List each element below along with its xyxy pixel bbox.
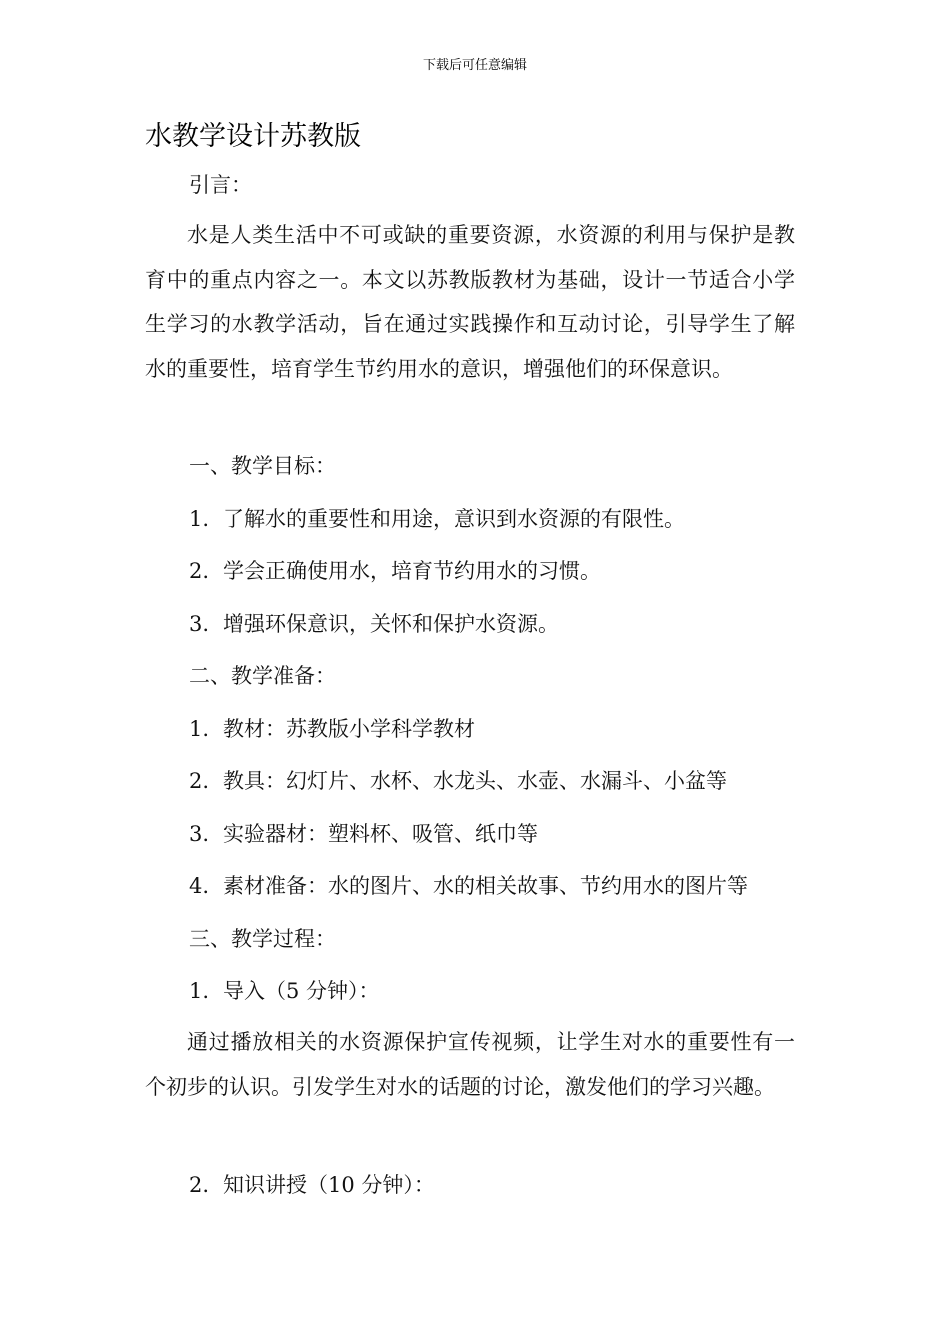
list-item-number: 2. — [189, 559, 210, 583]
list-item — [189, 766, 727, 796]
list-item-text: 导入（5 分钟）： — [223, 979, 380, 1003]
page-header: 下载后可任意编辑 — [422, 58, 527, 73]
list-item — [189, 714, 475, 744]
list-item — [189, 556, 601, 586]
list-item — [189, 976, 380, 1006]
list-item-number: 2. — [189, 1173, 210, 1197]
list-item-number: 2. — [189, 769, 210, 793]
list-item-text: 增强环保意识，关怀和保护水资源。 — [223, 612, 559, 636]
intro-label: 引言： — [189, 173, 252, 197]
list-item-text: 素材准备：水的图片、水的相关故事、节约用水的图片等 — [223, 874, 748, 898]
list-item-number: 1. — [189, 717, 210, 741]
list-item-text: 了解水的重要性和用途，意识到水资源的有限性。 — [223, 507, 685, 531]
intro-paragraph-block — [145, 213, 795, 392]
list-item — [189, 819, 538, 849]
list-item-text: 学会正确使用水，培育节约用水的习惯。 — [223, 559, 601, 583]
section2-heading: 二、教学准备： — [189, 664, 336, 688]
list-item-text: 教具：幻灯片、水杯、水龙头、水壶、水漏斗、小盆等 — [223, 769, 727, 793]
step1-paragraph-block — [145, 1020, 795, 1109]
document-title: 水教学设计苏教版 — [145, 121, 361, 152]
list-item-number: 3. — [189, 822, 210, 846]
intro-paragraph: 水是人类生活中不可或缺的重要资源，水资源的利用与保护是教育中的重点内容之一。本文以苏教版教材为基础，设计一节适合小学生学习的水教学活动，旨在通过实践操作和互动讨论，引导学生了解水的重要性，培育学生节约用水的意识，增强他们的环保意识。 — [145, 223, 795, 382]
list-item-number: 3. — [189, 612, 210, 636]
list-item — [189, 609, 559, 639]
list-item — [189, 1170, 435, 1200]
list-item — [189, 871, 748, 901]
list-item-number: 4. — [189, 874, 210, 898]
list-item-text: 教材：苏教版小学科学教材 — [223, 717, 475, 741]
list-item-number: 1. — [189, 979, 210, 1003]
list-item-text: 实验器材：塑料杯、吸管、纸巾等 — [223, 822, 538, 846]
step1-paragraph: 通过播放相关的水资源保护宣传视频，让学生对水的重要性有一个初步的认识。引发学生对水的话题的讨论，激发他们的学习兴趣。 — [145, 1030, 795, 1099]
list-item-text: 知识讲授（10 分钟）： — [223, 1173, 435, 1197]
section3-heading: 三、教学过程： — [189, 927, 336, 951]
list-item-number: 1. — [189, 507, 210, 531]
section1-heading: 一、教学目标： — [189, 454, 336, 478]
list-item — [189, 504, 685, 534]
